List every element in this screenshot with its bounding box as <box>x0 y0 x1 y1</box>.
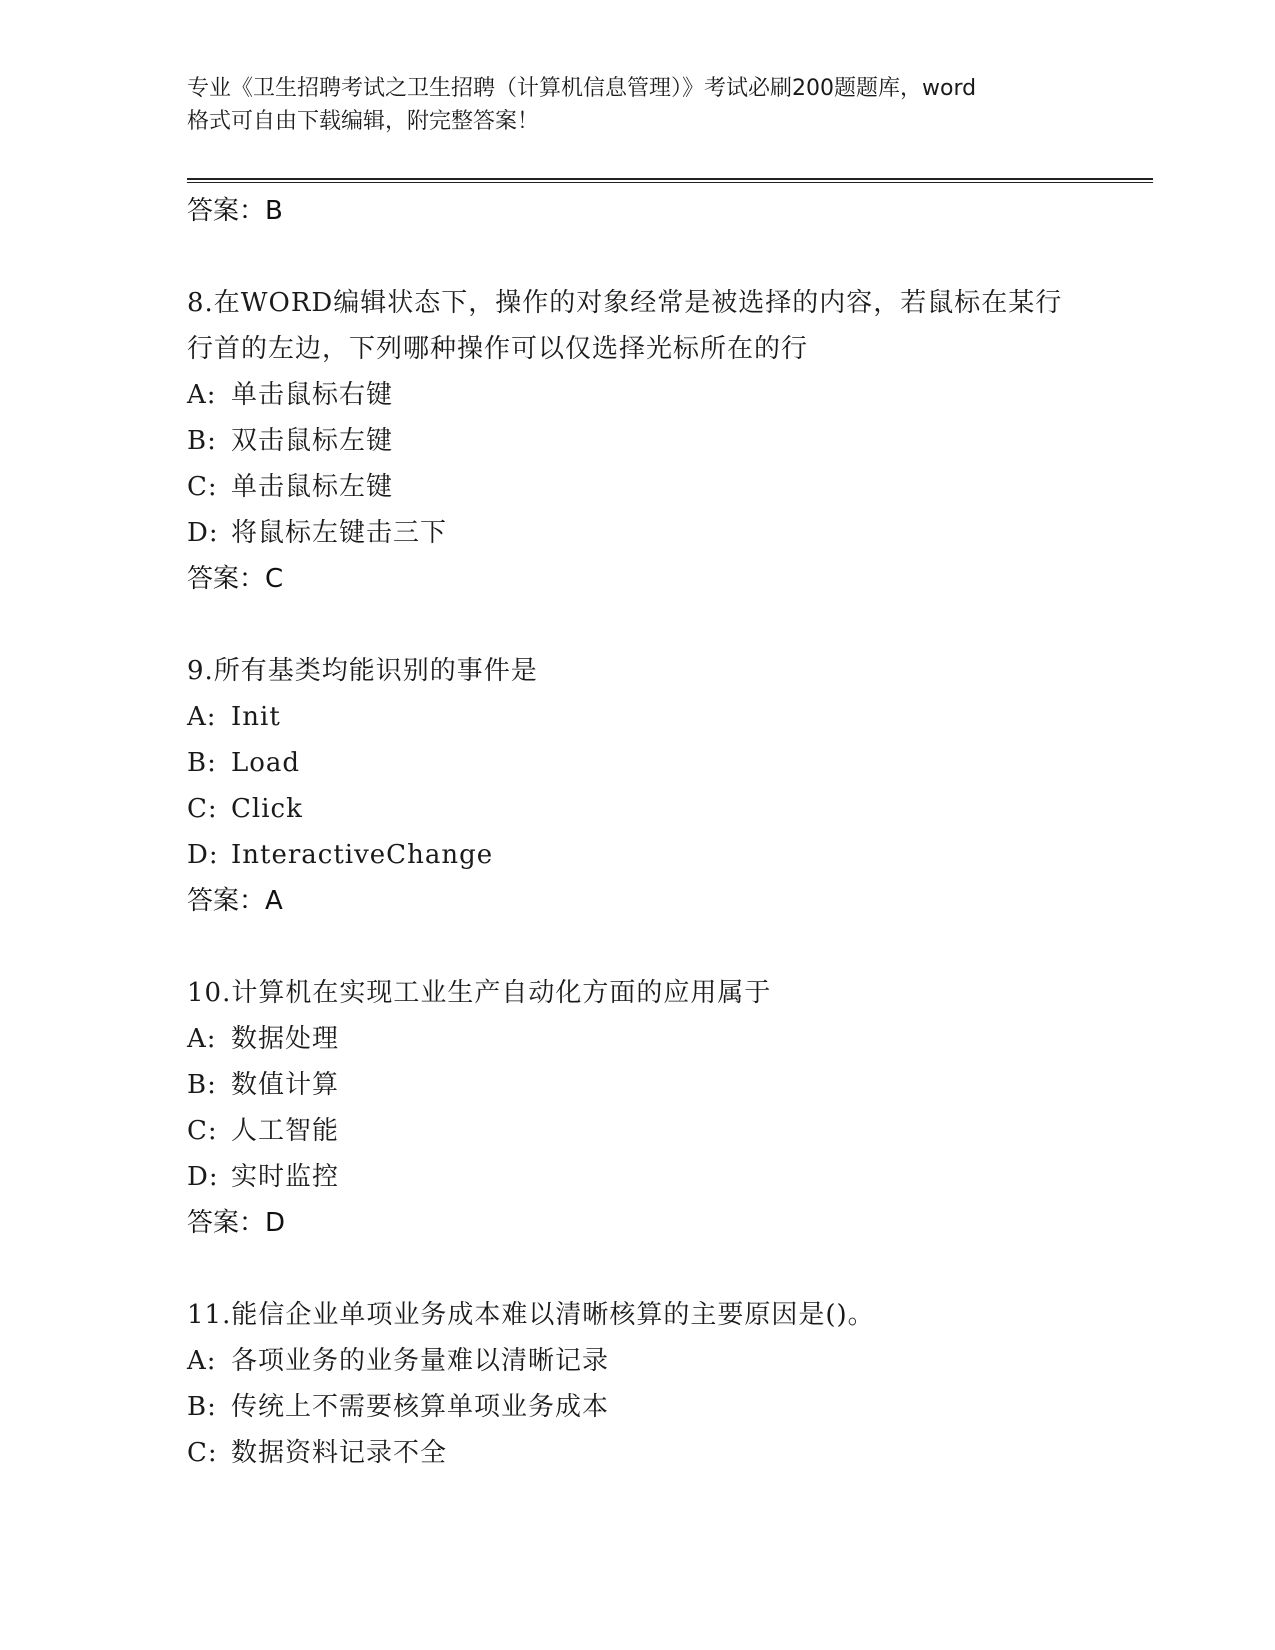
question-text: 11.能信企业单项业务成本难以清晰核算的主要原因是()。 <box>187 1300 875 1330</box>
page-header <box>187 72 1087 138</box>
option-key: C: <box>187 1438 218 1468</box>
option-key: D: <box>187 518 219 548</box>
option-text: Load <box>231 748 301 778</box>
option-key: C: <box>187 794 218 824</box>
option-c <box>187 1108 1087 1154</box>
option-text: 数据资料记录不全 <box>231 1438 448 1468</box>
document-body <box>187 188 1087 1476</box>
answer-line: 答案：D <box>187 1208 286 1238</box>
option-b <box>187 418 1087 464</box>
option-key: A: <box>187 702 217 732</box>
option-key: B: <box>187 426 217 456</box>
option-text: Click <box>231 794 303 824</box>
option-key: D: <box>187 840 219 870</box>
answer-line: 答案：A <box>187 886 283 916</box>
option-d <box>187 832 1087 878</box>
option-d <box>187 1154 1087 1200</box>
option-key: C: <box>187 1116 218 1146</box>
option-d <box>187 510 1087 556</box>
option-b <box>187 1384 1087 1430</box>
option-text: 单击鼠标左键 <box>231 472 394 502</box>
option-text: 数值计算 <box>231 1070 340 1100</box>
option-b <box>187 740 1087 786</box>
option-a <box>187 372 1087 418</box>
option-text: 人工智能 <box>231 1116 340 1146</box>
option-a <box>187 1016 1087 1062</box>
option-text: Init <box>231 702 281 732</box>
question-text: 8.在WORD编辑状态下，操作的对象经常是被选择的内容，若鼠标在某行行首的左边，下列哪种操作可以仅选择光标所在的行 <box>187 288 1063 364</box>
option-text: 单击鼠标右键 <box>231 380 394 410</box>
option-key: B: <box>187 1070 217 1100</box>
option-a <box>187 1338 1087 1384</box>
option-key: D: <box>187 1162 219 1192</box>
option-text: 实时监控 <box>231 1162 340 1192</box>
header-line-2: 格式可自由下载编辑，附完整答案！ <box>187 109 540 134</box>
option-text: 双击鼠标左键 <box>231 426 394 456</box>
question-text: 9.所有基类均能识别的事件是 <box>187 656 538 686</box>
option-text: 将鼠标左键击三下 <box>231 518 448 548</box>
question-text: 10.计算机在实现工业生产自动化方面的应用属于 <box>187 978 772 1008</box>
option-c <box>187 786 1087 832</box>
answer-line: 答案：B <box>187 196 283 226</box>
option-c <box>187 1430 1087 1476</box>
question-9 <box>187 648 1087 924</box>
option-key: B: <box>187 748 217 778</box>
header-line-1: 专业《卫生招聘考试之卫生招聘（计算机信息管理）》考试必刷200题题库，word <box>187 76 977 101</box>
question-11 <box>187 1292 1087 1476</box>
option-key: B: <box>187 1392 217 1422</box>
answer-line: 答案：C <box>187 564 284 594</box>
option-a <box>187 694 1087 740</box>
option-text: 各项业务的业务量难以清晰记录 <box>231 1346 610 1376</box>
option-key: A: <box>187 380 217 410</box>
option-key: A: <box>187 1024 217 1054</box>
option-text: 传统上不需要核算单项业务成本 <box>231 1392 610 1422</box>
question-10 <box>187 970 1087 1246</box>
option-text: InteractiveChange <box>231 840 494 870</box>
option-key: C: <box>187 472 218 502</box>
question-8 <box>187 280 1087 602</box>
header-divider <box>187 178 1153 183</box>
option-b <box>187 1062 1087 1108</box>
option-key: A: <box>187 1346 217 1376</box>
option-text: 数据处理 <box>231 1024 340 1054</box>
option-c <box>187 464 1087 510</box>
